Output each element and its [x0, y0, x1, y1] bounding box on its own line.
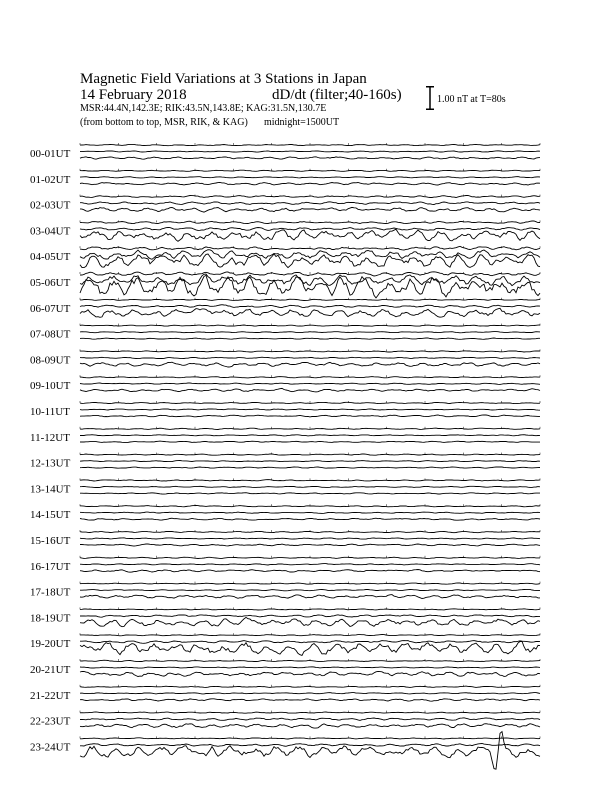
trace-18-19UT-MSR: [80, 617, 540, 626]
trace-15-16UT-RIK: [80, 538, 540, 539]
trace-03-04UT-RIK: [80, 228, 540, 231]
trace-04-05UT-MSR: [80, 254, 540, 268]
chart-date: 14 February 2018: [80, 87, 187, 103]
trace-21-22UT-MSR: [80, 699, 540, 701]
trace-13-14UT-MSR: [80, 493, 540, 494]
hour-label-13-14UT: 13-14UT: [30, 483, 71, 496]
trace-23-24UT-RIK: [80, 744, 540, 747]
trace-14-15UT-RIK: [80, 512, 540, 513]
hour-label-15-16UT: 15-16UT: [30, 535, 71, 547]
trace-10-11UT-MSR: [80, 415, 540, 417]
trace-01-02UT-MSR: [80, 182, 540, 185]
trace-09-10UT-MSR: [80, 388, 540, 392]
trace-11-12UT-MSR: [80, 441, 540, 442]
trace-17-18UT-RIK: [80, 589, 540, 590]
hour-label-22-23UT: 22-23UT: [30, 715, 71, 728]
hour-label-09-10UT: 09-10UT: [30, 380, 71, 393]
trace-06-07UT-RIK: [80, 305, 540, 308]
hour-label-16-17UT: 16-17UT: [30, 560, 71, 573]
hour-label-02-03UT: 02-03UT: [30, 199, 71, 212]
trace-00-01UT-RIK: [80, 151, 540, 152]
hour-label-01-02UT: 01-02UT: [30, 173, 71, 186]
trace-17-18UT-MSR: [80, 595, 540, 599]
hour-label-03-04UT: 03-04UT: [30, 225, 71, 238]
trace-22-23UT-MSR: [80, 724, 540, 728]
trace-02-03UT-MSR: [80, 207, 540, 212]
trace-16-17UT-MSR: [80, 570, 540, 573]
hour-label-12-13UT: 12-13UT: [30, 457, 71, 470]
trace-order-note: (from bottom to top, MSR, RIK, & KAG): [80, 117, 248, 128]
trace-20-21UT-RIK: [80, 667, 540, 668]
trace-00-01UT-MSR: [80, 157, 540, 159]
trace-19-20UT-MSR: [80, 641, 540, 655]
trace-01-02UT-RIK: [80, 177, 540, 178]
trace-07-08UT-RIK: [80, 332, 540, 333]
trace-16-17UT-RIK: [80, 564, 540, 565]
hour-label-06-07UT: 06-07UT: [30, 302, 71, 315]
trace-07-08UT-MSR: [80, 338, 540, 339]
trace-06-07UT-MSR: [80, 308, 540, 317]
hour-label-00-01UT: 00-01UT: [30, 148, 71, 160]
trace-10-11UT-RIK: [80, 409, 540, 410]
hour-label-11-12UT: 11-12UT: [30, 431, 70, 444]
trace-12-13UT-MSR: [80, 467, 540, 468]
midnight-note: midnight=1500UT: [264, 117, 340, 128]
trace-12-13UT-RIK: [80, 461, 540, 462]
hour-label-05-06UT: 05-06UT: [30, 277, 71, 289]
trace-03-04UT-MSR: [80, 229, 540, 241]
hour-label-19-20UT: 19-20UT: [30, 638, 71, 651]
hour-label-07-08UT: 07-08UT: [30, 328, 71, 341]
trace-02-03UT-RIK: [80, 202, 540, 205]
hour-label-04-05UT: 04-05UT: [30, 251, 71, 264]
hour-label-08-09UT: 08-09UT: [30, 354, 71, 367]
hour-label-17-18UT: 17-18UT: [30, 586, 71, 599]
trace-15-16UT-MSR: [80, 544, 540, 546]
trace-13-14UT-RIK: [80, 486, 540, 487]
trace-21-22UT-RIK: [80, 693, 540, 694]
trace-20-21UT-MSR: [80, 671, 540, 676]
hour-label-20-21UT: 20-21UT: [30, 664, 71, 676]
station-coordinates: MSR:44.4N,142.3E; RIK:43.5N,143.8E; KAG:31.5N,130.7E: [80, 103, 327, 114]
trace-08-09UT-RIK: [80, 357, 540, 358]
trace-08-09UT-MSR: [80, 362, 540, 367]
hour-label-23-24UT: 23-24UT: [30, 741, 71, 754]
trace-18-19UT-RIK: [80, 615, 540, 617]
hour-label-21-22UT: 21-22UT: [30, 689, 71, 702]
hour-label-18-19UT: 18-19UT: [30, 612, 71, 625]
hour-label-14-15UT: 14-15UT: [30, 509, 71, 522]
trace-22-23UT-RIK: [80, 718, 540, 721]
component-filter-label: dD/dt (filter;40-160s): [272, 87, 402, 103]
trace-19-20UT-RIK: [80, 641, 540, 644]
trace-14-15UT-MSR: [80, 518, 540, 520]
trace-11-12UT-RIK: [80, 435, 540, 436]
trace-09-10UT-RIK: [80, 383, 540, 384]
trace-04-05UT-RIK: [80, 250, 540, 260]
chart-title: Magnetic Field Variations at 3 Stations in Japan: [80, 71, 367, 87]
scale-label: 1.00 nT at T=80s: [437, 94, 506, 105]
hour-label-10-11UT: 10-11UT: [30, 406, 70, 418]
